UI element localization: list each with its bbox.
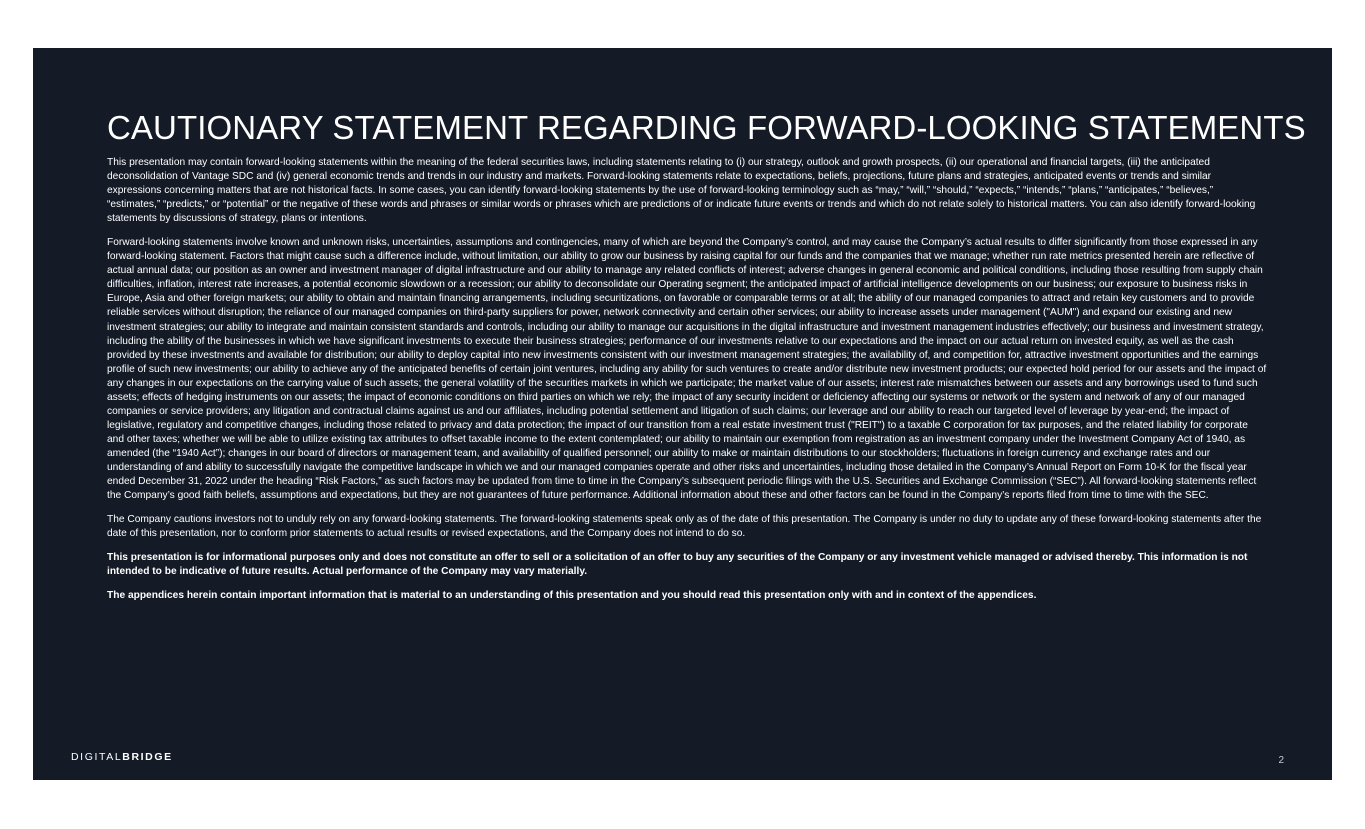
paragraph-informational: This presentation is for informational purposes only and does not constitute an offer to sell or a solicitation of an offer to buy any securities of the Company or any investment vehicle managed or advised thereby. This information is not intended to be indicative of future results. Actual performance of the Company may vary materially. — [107, 552, 1248, 578]
paragraph-caution: The Company cautions investors not to unduly rely on any forward-looking statements. The forward-looking statements speak only as of the date of this presentation. The Company is under no duty to update any of these forward-looking statements after the date of this presentation, nor to conform prior statements to actual results or revised expectations, and the Company does not intend to do so. — [107, 514, 1262, 540]
logo-text-bridge: BRIDGE — [122, 751, 173, 763]
page-number: 2 — [1278, 755, 1284, 766]
paragraph-risks: Forward-looking statements involve known and unknown risks, uncertainties, assumptions and contingencies, many of which are beyond the Company’s control, and may cause the Company’s actual results to differ significantly from those expressed in any forward-looking statement. Factors that might cause such a difference include, without limitation, our ability to grow our business by raising capital for our funds and the companies that we manage; whether run rate metrics presented herein are reflective of actual annual data; our position as an owner and investment manager of digital infrastructure and our ability to manage any related conflicts of interest; adverse changes in general economic and political conditions, including those resulting from supply chain difficulties, inflation, interest rate increases, a potential economic slowdown or a recession; our ability to deconsolidate our Operating segment; the anticipated impact of artificial intelligence developments on our business; our exposure to business risks in Europe, Asia and other foreign markets; our ability to obtain and maintain financing arrangements, including securitizations, on favorable or comparable terms or at all; the ability of our managed companies to attract and retain key customers and to provide reliable services without disruption; the reliance of our managed companies on third-party suppliers for power, network connectivity and certain other services; our ability to increase assets under management ("AUM") and expand our existing and new investment strategies; our ability to integrate and maintain consistent standards and controls, including our ability to manage our acquisitions in the digital infrastructure and investment management industries effectively; our business and investment strategy, including the ability of the businesses in which we have significant investments to execute their business strategies; performance of our investments relative to our expectations and the impact on our actual return on invested equity, as well as the cash provided by these investments and available for distribution; our ability to deploy capital into new investments consistent with our investment management strategies; the availability of, and competition for, attractive investment opportunities and the earnings profile of such new investments; our ability to achieve any of the anticipated benefits of certain joint ventures, including any ability for such ventures to create and/or distribute new investment products; our expected hold period for our assets and the impact of any changes in our expectations on the carrying value of such assets; the general volatility of the securities markets in which we participate; the market value of our assets; interest rate mismatches between our assets and any borrowings used to fund such assets; effects of hedging instruments on our assets; the impact of economic conditions on third parties on which we rely; the impact of any security incident or deficiency affecting our systems or network or the system and network of any of our managed companies or service providers; any litigation and contractual claims against us and our affiliates, including potential settlement and litigation of such claims; our leverage and our ability to reach our targeted level of leverage by year-end; the impact of legislative, regulatory and competitive changes, including those related to privacy and data protection; the impact of our transition from a real estate investment trust ("REIT") to a taxable C corporation for tax purposes, and the related liability for corporate and other taxes; whether we will be able to utilize existing tax attributes to offset taxable income to the extent contemplated; our ability to maintain our exemption from registration as an investment company under the Investment Company Act of 1940, as amended (the “1940 Act”); changes in our board of directors or management team, and availability of qualified personnel; our ability to make or maintain distributions to our stockholders; fluctuations in foreign currency and exchange rates and our understanding of and ability to successfully navigate the competitive landscape in which we and our managed companies operate and other risks and uncertainties, including those detailed in the Company’s Annual Report on Form 10-K for the fiscal year ended December 31, 2022 under the heading “Risk Factors,” as such factors may be updated from time to time in the Company’s subsequent periodic filings with the U.S. Securities and Exchange Commission (“SEC”). All forward-looking statements reflect the Company’s good faith beliefs, assumptions and expectations, but they are not guarantees of future performance. Additional information about these and other factors can be found in the Company’s reports filed from time to time with the SEC. — [107, 237, 1267, 502]
paragraph-intro: This presentation may contain forward-looking statements within the meaning of the federal securities laws, including statements relating to (i) our strategy, outlook and growth prospects, (ii) our operational and financial targets, (iii) the anticipated deconsolidation of Vantage SDC and (iv) general economic trends and trends in our industry and markets. Forward-looking statements relate to expectations, beliefs, projections, future plans and strategies, anticipated events or trends and similar expressions concerning matters that are not historical facts. In some cases, you can identify forward-looking statements by the use of forward-looking terminology such as “may,” “will,” “should,” “expects,” “intends,” “plans,” “anticipates,” “believes,” “estimates,” “predicts,” or “potential” or the negative of these words and phrases or similar words or phrases which are predictions of or indicate future events or trends and which do not relate solely to historical matters. You can also identify forward-looking statements by discussions of strategy, plans or intentions. — [107, 157, 1256, 225]
logo-text-digital: DIGITAL — [71, 751, 123, 763]
slide — [33, 48, 1332, 780]
paragraph-appendices: The appendices herein contain important information that is material to an understanding of this presentation and you should read this presentation only with and in context of the appendices. — [107, 590, 1037, 602]
disclaimer-body — [107, 156, 1267, 613]
page-title: CAUTIONARY STATEMENT REGARDING FORWARD-LOOKING STATEMENTS — [107, 109, 1306, 146]
digitalbridge-logo — [71, 751, 173, 763]
